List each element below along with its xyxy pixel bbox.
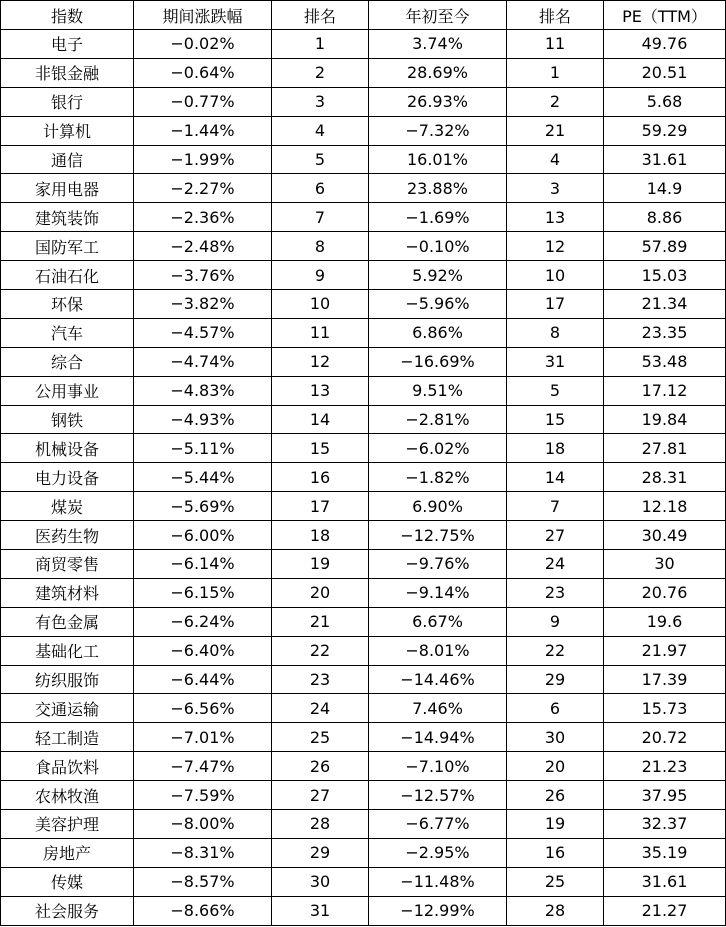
cell-period-change: −5.11% xyxy=(134,434,272,463)
cell-pe-ttm: 8.86 xyxy=(604,203,726,232)
cell-period-change: −5.44% xyxy=(134,463,272,492)
cell-period-rank: 11 xyxy=(272,318,369,347)
cell-ytd-change: 26.93% xyxy=(369,87,507,116)
cell-period-rank: 4 xyxy=(272,116,369,145)
cell-index-name: 食品饮料 xyxy=(1,752,134,781)
cell-ytd-change: −8.01% xyxy=(369,636,507,665)
cell-ytd-change: −6.77% xyxy=(369,810,507,839)
cell-period-rank: 28 xyxy=(272,810,369,839)
cell-period-change: −6.00% xyxy=(134,521,272,550)
cell-ytd-rank: 2 xyxy=(507,87,604,116)
cell-ytd-change: 9.51% xyxy=(369,376,507,405)
table-row xyxy=(1,492,726,521)
cell-ytd-change: −7.32% xyxy=(369,116,507,145)
cell-ytd-rank: 10 xyxy=(507,261,604,290)
cell-index-name: 有色金属 xyxy=(1,607,134,636)
table-row xyxy=(1,896,726,925)
cell-pe-ttm: 12.18 xyxy=(604,492,726,521)
cell-pe-ttm: 20.51 xyxy=(604,58,726,87)
cell-pe-ttm: 57.89 xyxy=(604,232,726,261)
cell-ytd-change: −14.94% xyxy=(369,723,507,752)
cell-period-rank: 29 xyxy=(272,838,369,867)
cell-period-rank: 12 xyxy=(272,347,369,376)
cell-ytd-rank: 16 xyxy=(507,838,604,867)
cell-period-change: −6.24% xyxy=(134,607,272,636)
cell-period-rank: 6 xyxy=(272,174,369,203)
cell-index-name: 商贸零售 xyxy=(1,550,134,579)
cell-ytd-change: −12.75% xyxy=(369,521,507,550)
cell-pe-ttm: 32.37 xyxy=(604,810,726,839)
cell-pe-ttm: 5.68 xyxy=(604,87,726,116)
cell-index-name: 房地产 xyxy=(1,838,134,867)
table-row xyxy=(1,550,726,579)
table-row xyxy=(1,521,726,550)
cell-period-change: −6.40% xyxy=(134,636,272,665)
cell-index-name: 纺织服饰 xyxy=(1,665,134,694)
cell-index-name: 美容护理 xyxy=(1,810,134,839)
cell-period-change: −3.76% xyxy=(134,261,272,290)
table-row xyxy=(1,405,726,434)
cell-ytd-rank: 27 xyxy=(507,521,604,550)
table-row xyxy=(1,636,726,665)
cell-ytd-rank: 12 xyxy=(507,232,604,261)
cell-period-change: −2.27% xyxy=(134,174,272,203)
cell-ytd-rank: 6 xyxy=(507,694,604,723)
cell-ytd-rank: 20 xyxy=(507,752,604,781)
cell-period-rank: 17 xyxy=(272,492,369,521)
cell-pe-ttm: 17.39 xyxy=(604,665,726,694)
cell-period-change: −5.69% xyxy=(134,492,272,521)
cell-pe-ttm: 31.61 xyxy=(604,145,726,174)
cell-ytd-change: 28.69% xyxy=(369,58,507,87)
cell-period-change: −0.77% xyxy=(134,87,272,116)
cell-index-name: 电子 xyxy=(1,30,134,59)
cell-index-name: 建筑材料 xyxy=(1,578,134,607)
cell-pe-ttm: 30 xyxy=(604,550,726,579)
cell-index-name: 综合 xyxy=(1,347,134,376)
cell-index-name: 建筑装饰 xyxy=(1,203,134,232)
cell-ytd-change: 7.46% xyxy=(369,694,507,723)
table-row xyxy=(1,30,726,59)
cell-ytd-rank: 29 xyxy=(507,665,604,694)
cell-index-name: 银行 xyxy=(1,87,134,116)
cell-period-change: −8.31% xyxy=(134,838,272,867)
cell-index-name: 交通运输 xyxy=(1,694,134,723)
cell-pe-ttm: 15.73 xyxy=(604,694,726,723)
header-index: 指数 xyxy=(1,1,134,30)
cell-period-change: −8.66% xyxy=(134,896,272,925)
cell-ytd-change: 6.67% xyxy=(369,607,507,636)
cell-period-change: −2.36% xyxy=(134,203,272,232)
cell-period-change: −1.99% xyxy=(134,145,272,174)
cell-ytd-rank: 23 xyxy=(507,578,604,607)
table-body xyxy=(1,30,726,926)
table-row xyxy=(1,781,726,810)
cell-pe-ttm: 28.31 xyxy=(604,463,726,492)
cell-period-rank: 26 xyxy=(272,752,369,781)
cell-ytd-change: −14.46% xyxy=(369,665,507,694)
table-row xyxy=(1,261,726,290)
cell-period-rank: 21 xyxy=(272,607,369,636)
cell-period-rank: 1 xyxy=(272,30,369,59)
cell-ytd-rank: 5 xyxy=(507,376,604,405)
cell-ytd-change: −2.95% xyxy=(369,838,507,867)
cell-period-change: −4.93% xyxy=(134,405,272,434)
header-ytd-rank: 排名 xyxy=(507,1,604,30)
cell-ytd-rank: 26 xyxy=(507,781,604,810)
cell-pe-ttm: 14.9 xyxy=(604,174,726,203)
cell-period-change: −6.15% xyxy=(134,578,272,607)
cell-period-rank: 9 xyxy=(272,261,369,290)
cell-index-name: 煤炭 xyxy=(1,492,134,521)
cell-ytd-change: 6.86% xyxy=(369,318,507,347)
cell-ytd-change: −16.69% xyxy=(369,347,507,376)
cell-period-rank: 14 xyxy=(272,405,369,434)
table-row xyxy=(1,867,726,896)
cell-period-change: −8.57% xyxy=(134,867,272,896)
cell-ytd-change: 23.88% xyxy=(369,174,507,203)
cell-index-name: 家用电器 xyxy=(1,174,134,203)
cell-ytd-rank: 17 xyxy=(507,290,604,319)
table-row xyxy=(1,318,726,347)
cell-index-name: 环保 xyxy=(1,290,134,319)
cell-index-name: 轻工制造 xyxy=(1,723,134,752)
cell-pe-ttm: 21.27 xyxy=(604,896,726,925)
cell-period-change: −3.82% xyxy=(134,290,272,319)
cell-pe-ttm: 20.72 xyxy=(604,723,726,752)
cell-index-name: 石油石化 xyxy=(1,261,134,290)
cell-period-rank: 15 xyxy=(272,434,369,463)
cell-period-rank: 18 xyxy=(272,521,369,550)
cell-period-change: −7.01% xyxy=(134,723,272,752)
table-row xyxy=(1,203,726,232)
cell-ytd-rank: 9 xyxy=(507,607,604,636)
cell-index-name: 机械设备 xyxy=(1,434,134,463)
cell-ytd-change: −1.69% xyxy=(369,203,507,232)
table-row xyxy=(1,810,726,839)
cell-period-rank: 13 xyxy=(272,376,369,405)
cell-period-rank: 27 xyxy=(272,781,369,810)
cell-pe-ttm: 19.84 xyxy=(604,405,726,434)
cell-index-name: 钢铁 xyxy=(1,405,134,434)
cell-ytd-rank: 1 xyxy=(507,58,604,87)
table-row xyxy=(1,434,726,463)
cell-period-change: −1.44% xyxy=(134,116,272,145)
cell-pe-ttm: 59.29 xyxy=(604,116,726,145)
cell-index-name: 农林牧渔 xyxy=(1,781,134,810)
table-row xyxy=(1,232,726,261)
cell-ytd-rank: 4 xyxy=(507,145,604,174)
cell-period-rank: 3 xyxy=(272,87,369,116)
cell-period-rank: 31 xyxy=(272,896,369,925)
cell-pe-ttm: 31.61 xyxy=(604,867,726,896)
cell-index-name: 电力设备 xyxy=(1,463,134,492)
cell-period-change: −2.48% xyxy=(134,232,272,261)
table-row xyxy=(1,694,726,723)
cell-period-rank: 23 xyxy=(272,665,369,694)
cell-ytd-change: −5.96% xyxy=(369,290,507,319)
table-row xyxy=(1,578,726,607)
cell-index-name: 医药生物 xyxy=(1,521,134,550)
cell-ytd-change: −0.10% xyxy=(369,232,507,261)
cell-period-rank: 2 xyxy=(272,58,369,87)
cell-ytd-rank: 21 xyxy=(507,116,604,145)
header-ytd-change: 年初至今 xyxy=(369,1,507,30)
cell-period-rank: 30 xyxy=(272,867,369,896)
cell-period-change: −6.14% xyxy=(134,550,272,579)
table-row xyxy=(1,87,726,116)
cell-pe-ttm: 15.03 xyxy=(604,261,726,290)
cell-pe-ttm: 21.23 xyxy=(604,752,726,781)
table-row xyxy=(1,752,726,781)
table-row xyxy=(1,347,726,376)
cell-index-name: 通信 xyxy=(1,145,134,174)
cell-ytd-rank: 19 xyxy=(507,810,604,839)
header-period-change: 期间涨跌幅 xyxy=(134,1,272,30)
cell-ytd-rank: 13 xyxy=(507,203,604,232)
cell-pe-ttm: 30.49 xyxy=(604,521,726,550)
table-row xyxy=(1,116,726,145)
cell-period-change: −8.00% xyxy=(134,810,272,839)
cell-period-change: −0.64% xyxy=(134,58,272,87)
cell-ytd-rank: 8 xyxy=(507,318,604,347)
cell-ytd-rank: 30 xyxy=(507,723,604,752)
table-row xyxy=(1,174,726,203)
table-row xyxy=(1,723,726,752)
cell-ytd-change: −6.02% xyxy=(369,434,507,463)
cell-period-change: −4.83% xyxy=(134,376,272,405)
cell-ytd-change: −2.81% xyxy=(369,405,507,434)
cell-ytd-change: 3.74% xyxy=(369,30,507,59)
cell-period-rank: 25 xyxy=(272,723,369,752)
cell-pe-ttm: 20.76 xyxy=(604,578,726,607)
cell-ytd-change: −9.14% xyxy=(369,578,507,607)
cell-ytd-rank: 18 xyxy=(507,434,604,463)
cell-period-change: −7.47% xyxy=(134,752,272,781)
table-row xyxy=(1,665,726,694)
cell-period-rank: 22 xyxy=(272,636,369,665)
cell-period-change: −4.74% xyxy=(134,347,272,376)
cell-period-rank: 16 xyxy=(272,463,369,492)
cell-period-change: −6.44% xyxy=(134,665,272,694)
cell-ytd-rank: 28 xyxy=(507,896,604,925)
cell-index-name: 国防军工 xyxy=(1,232,134,261)
cell-period-rank: 8 xyxy=(272,232,369,261)
cell-period-rank: 10 xyxy=(272,290,369,319)
cell-ytd-rank: 3 xyxy=(507,174,604,203)
cell-pe-ttm: 19.6 xyxy=(604,607,726,636)
cell-ytd-rank: 25 xyxy=(507,867,604,896)
cell-period-rank: 20 xyxy=(272,578,369,607)
cell-pe-ttm: 21.34 xyxy=(604,290,726,319)
cell-ytd-change: 16.01% xyxy=(369,145,507,174)
cell-ytd-rank: 31 xyxy=(507,347,604,376)
cell-pe-ttm: 37.95 xyxy=(604,781,726,810)
table-row xyxy=(1,463,726,492)
header-period-rank: 排名 xyxy=(272,1,369,30)
cell-period-rank: 7 xyxy=(272,203,369,232)
cell-period-change: −4.57% xyxy=(134,318,272,347)
header-row xyxy=(1,1,726,30)
table-row xyxy=(1,838,726,867)
cell-index-name: 社会服务 xyxy=(1,896,134,925)
cell-pe-ttm: 23.35 xyxy=(604,318,726,347)
cell-pe-ttm: 49.76 xyxy=(604,30,726,59)
cell-period-change: −6.56% xyxy=(134,694,272,723)
cell-period-change: −0.02% xyxy=(134,30,272,59)
cell-period-rank: 19 xyxy=(272,550,369,579)
table-row xyxy=(1,145,726,174)
table-row xyxy=(1,607,726,636)
cell-ytd-change: −12.57% xyxy=(369,781,507,810)
cell-ytd-change: −11.48% xyxy=(369,867,507,896)
cell-ytd-change: 5.92% xyxy=(369,261,507,290)
cell-period-rank: 24 xyxy=(272,694,369,723)
cell-ytd-change: −7.10% xyxy=(369,752,507,781)
cell-index-name: 汽车 xyxy=(1,318,134,347)
cell-ytd-change: −1.82% xyxy=(369,463,507,492)
cell-index-name: 计算机 xyxy=(1,116,134,145)
cell-ytd-change: 6.90% xyxy=(369,492,507,521)
cell-ytd-rank: 24 xyxy=(507,550,604,579)
cell-ytd-rank: 7 xyxy=(507,492,604,521)
cell-index-name: 非银金融 xyxy=(1,58,134,87)
cell-period-rank: 5 xyxy=(272,145,369,174)
cell-ytd-rank: 22 xyxy=(507,636,604,665)
cell-ytd-change: −9.76% xyxy=(369,550,507,579)
cell-index-name: 基础化工 xyxy=(1,636,134,665)
table-row xyxy=(1,58,726,87)
cell-pe-ttm: 35.19 xyxy=(604,838,726,867)
cell-pe-ttm: 21.97 xyxy=(604,636,726,665)
cell-ytd-change: −12.99% xyxy=(369,896,507,925)
header-pe-ttm: PE（TTM） xyxy=(604,1,726,30)
cell-pe-ttm: 27.81 xyxy=(604,434,726,463)
cell-pe-ttm: 53.48 xyxy=(604,347,726,376)
table-row xyxy=(1,290,726,319)
table-row xyxy=(1,376,726,405)
cell-ytd-rank: 15 xyxy=(507,405,604,434)
cell-index-name: 公用事业 xyxy=(1,376,134,405)
cell-pe-ttm: 17.12 xyxy=(604,376,726,405)
cell-ytd-rank: 14 xyxy=(507,463,604,492)
cell-index-name: 传媒 xyxy=(1,867,134,896)
cell-ytd-rank: 11 xyxy=(507,30,604,59)
cell-period-change: −7.59% xyxy=(134,781,272,810)
